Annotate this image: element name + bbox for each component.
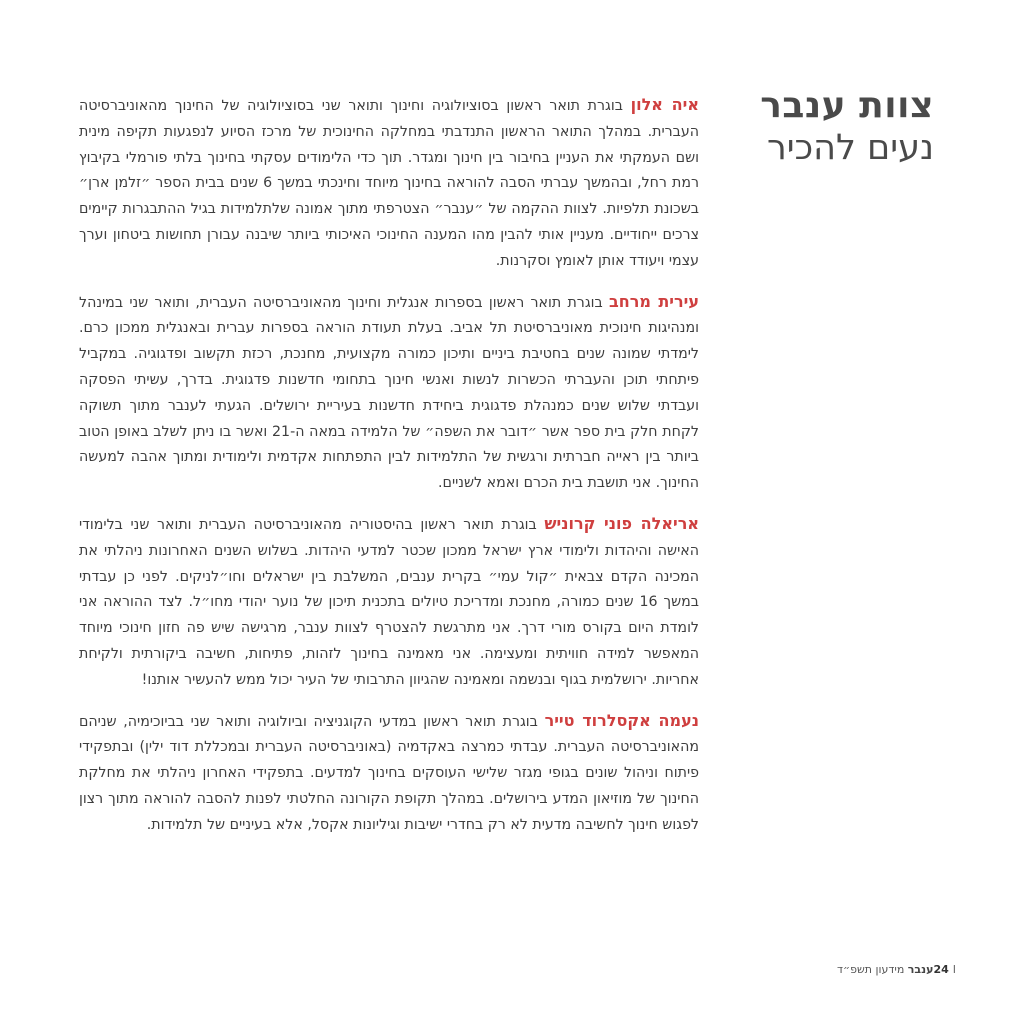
bio-name: איה אלון xyxy=(630,95,700,114)
bio-paragraph xyxy=(79,92,699,275)
bio-text: בוגרת תואר ראשון במדעי הקוגניציה וביולוגיה ותואר שני בביוכימיה, שניהם מהאוניברסיטה העברית. עבדתי כמרצה באקדמיה (באוניברסיטה העברית ובמכללת דוד ילין) ובתפקידי פיתוח וניהול שונים בגופי מגזר שלישי העוסקים בחינוך למדעים. בתפקידי האחרון ניהלתי את מחלקת החינוך של מוזיאון המדע בירושלים. במהלך תקופת הקורונה החלטתי לפנות להסבה להוראה מתוך רצון לפגוש חינוך לחשיבה מדעית לא רק בחדרי ישיבות וגיליונות אקסל, אלא בעיניים של תלמידות. xyxy=(79,713,699,833)
section-title: צוות ענבר xyxy=(760,85,934,126)
bios-column xyxy=(79,92,699,853)
bio-text: בוגרת תואר ראשון בסוציולוגיה וחינוך ותואר שני בסוציולוגיה של החינוך מהאוניברסיטה העברית. במהלך התואר הראשון התנדבתי במחלקה החינוכית של מרכז הסיוע לנפגעות תקיפה מינית ושם העמקתי את העניין בחיבור בין חינוך ומגדר. תוך כדי הלימודים עסקתי בחינוך בלתי פורמלי בקיבוץ רמת רחל, ובהמשך עברתי הסבה להוראה בחינוך מיוחד וחינכתי במשך 6 שנים בבית הספר ״זלמן ארן״ בשכונת תלפיות. לצוות ההקמה של ״ענבר״ הצטרפתי מתוך אמונה שלתלמידות בגיל ההתבגרות קיימים צרכים ייחודיים. מעניין אותי להבין מהו המענה החינוכי האיכותי ביותר שיבנה עבורן תחושות ביטחון וערך עצמי ויעודד אותן לאומץ וסקרנות. xyxy=(79,98,699,269)
page-number: 24 xyxy=(933,963,949,976)
bio-name: נעמה אקסלרוד טייר xyxy=(544,710,699,730)
bio-text: בוגרת תואר ראשון בספרות אנגלית וחינוך מהאוניברסיטה העברית, ותואר שני במינהל ומנהיגות חינוכית מאוניברסיטת תל אביב. בעלת תעודת הוראה בספרות עברית ובאנגלית ממכון כרם. לימדתי שמונה שנים בחטיבת ביניים ותיכון כמורה מקצועית, מחנכת, רכזת תקשוב ופדגוגיה. במקביל פיתחתי תוכן והעברתי הכשרות לנשות ואנשי חינוך בתחומי חדשנות פדגוגית. בדרך, עשיתי הפסקה ועבדתי שלוש שנים כמנהלת פדגוגית ביחידת חדשנות בעיריית ירושלים. הגעתי לענבר מתוך תשוקה לקחת חלק בית ספר אשר ״דובר את השפה״ של הלמידה במאה ה-21 ואשר בו ניתן לשלב באופן הטוב ביותר בין ראייה חברתית ורגשית של התלמידות לבין התפתחות אקדמית ולימודית ומתוך אהבה למעשה החינוך. אני תושבת בית הכרם ואמא לשניים. xyxy=(79,294,699,492)
bio-paragraph xyxy=(79,289,699,497)
section-heading xyxy=(744,86,934,168)
bio-paragraph xyxy=(79,511,699,694)
footer-separator: I xyxy=(952,963,956,976)
section-subtitle: נעים להכיר xyxy=(767,128,934,168)
bio-text: בוגרת תואר ראשון בהיסטוריה מהאוניברסיטה העברית ותואר שני בלימודי האישה והיהדות ולימודי ארץ ישראל ממכון שכטר למדעי היהדות. בשלוש השנים האחרונות ניהלתי את המכינה הקדם צבאית ״קול עמי״ בקרית ענבים, המשלבת בין ישראלים וחו״לניקים. לפני כן עבדתי במשך 16 שנים כמורה, מחנכת ומדריכת טיולים בתכנית תיכון של נוער יהודי מחו״ל. לצד ההוראה אני לומדת היום בקורס מורי דרך. אני מתרגשת להצטרף לצוות ענבר, מרגישה שיש פה חזון חינוכי מיוחד המאפשר למידה חוויתית ומעצימה. אני מאמינה בחינוך לזהות, פתיחות, חשיבה ביקורתית ולקיחת אחריות. ירושלמית בגוף ובנשמה ומאמינה שהגיוון התרבותי של העיר יכול ממש להעשיר אותנו! xyxy=(79,516,699,688)
footer-edition: מידעון תשפ״ד xyxy=(836,963,908,976)
footer-brand: ענבר xyxy=(907,963,934,976)
bio-paragraph xyxy=(79,708,699,839)
bio-name: עירית מרחב xyxy=(609,291,699,311)
page-footer xyxy=(837,963,960,976)
bio-name: אריאלה פוני קרוניש xyxy=(544,513,699,533)
